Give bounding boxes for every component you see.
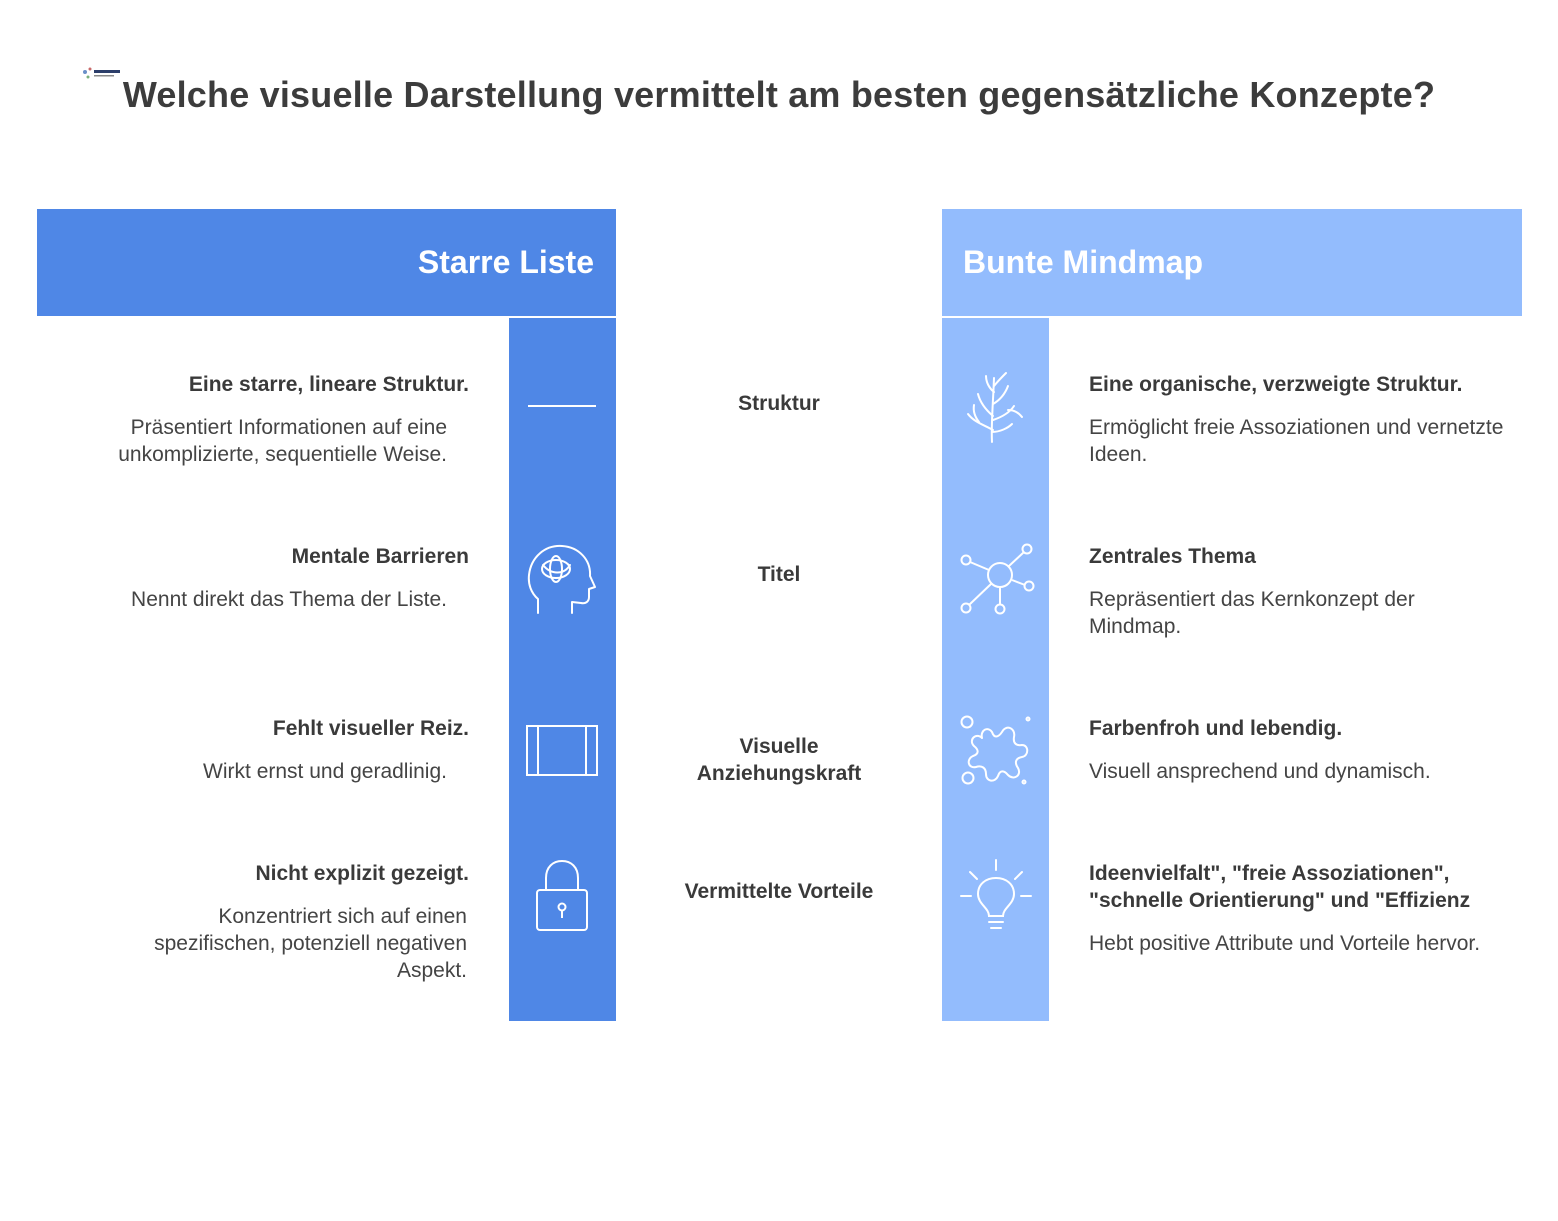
header-bunte-mindmap	[942, 209, 1522, 316]
right-block-visuelle-anziehungskraft	[1089, 715, 1509, 785]
left-block-visuelle-anziehungskraft	[69, 715, 469, 785]
left-heading: Mentale Barrieren	[291, 545, 469, 568]
left-heading: Nicht explizit gezeigt.	[255, 862, 469, 885]
horizontal-line-icon	[527, 396, 597, 416]
light-bulb-icon	[958, 858, 1034, 936]
padlock-icon	[535, 858, 589, 932]
category-label: Visuelle Anziehungskraft	[696, 735, 862, 785]
right-heading: Eine organische, verzweigte Struktur.	[1089, 373, 1463, 396]
right-heading: Farbenfroh und lebendig.	[1089, 717, 1343, 740]
left-heading: Eine starre, lineare Struktur.	[188, 373, 469, 396]
right-text: Hebt positive Attribute und Vorteile hervor.	[1089, 932, 1481, 955]
color-splash-icon	[958, 712, 1034, 788]
left-block-struktur	[69, 371, 469, 468]
category-label: Vermittelte Vorteile	[684, 880, 874, 903]
network-hub-icon	[957, 540, 1035, 618]
head-with-brain-icon	[526, 543, 596, 615]
header-right-label: Bunte Mindmap	[963, 244, 1203, 280]
right-text: Repräsentiert das Kernkonzept der Mindmap.	[1089, 588, 1415, 638]
branching-tree-icon	[962, 370, 1028, 444]
right-block-vermittelte-vorteile	[1089, 860, 1509, 957]
right-heading: Ideenvielfalt", "freie Assoziationen", "schnelle Orientierung" und "Effizienz	[1089, 862, 1471, 912]
left-block-vermittelte-vorteile	[69, 860, 469, 984]
plain-frame-icon	[526, 725, 598, 777]
right-heading: Zentrales Thema	[1089, 545, 1256, 568]
left-heading: Fehlt visueller Reiz.	[272, 717, 469, 740]
page-title: Welche visuelle Darstellung vermittelt am besten gegensätzliche Konzepte?	[122, 74, 1436, 115]
header-starre-liste	[37, 209, 616, 316]
header-left-label: Starre Liste	[417, 244, 594, 280]
right-block-struktur	[1089, 371, 1509, 468]
category-label: Titel	[757, 563, 801, 586]
category-label: Struktur	[738, 392, 820, 415]
right-text: Visuell ansprechend und dynamisch.	[1089, 760, 1431, 783]
left-text: Präsentiert Informationen auf eine unkomplizierte, sequentielle Weise.	[118, 416, 447, 466]
left-text: Konzentriert sich auf einen spezifischen, potenziell negativen Aspekt.	[154, 905, 467, 982]
left-block-titel	[69, 543, 469, 613]
right-block-titel	[1089, 543, 1509, 640]
left-text: Nennt direkt das Thema der Liste.	[131, 588, 447, 611]
left-text: Wirkt ernst und geradlinig.	[203, 760, 447, 783]
right-text: Ermöglicht freie Assoziationen und vernetzte Ideen.	[1089, 416, 1504, 466]
